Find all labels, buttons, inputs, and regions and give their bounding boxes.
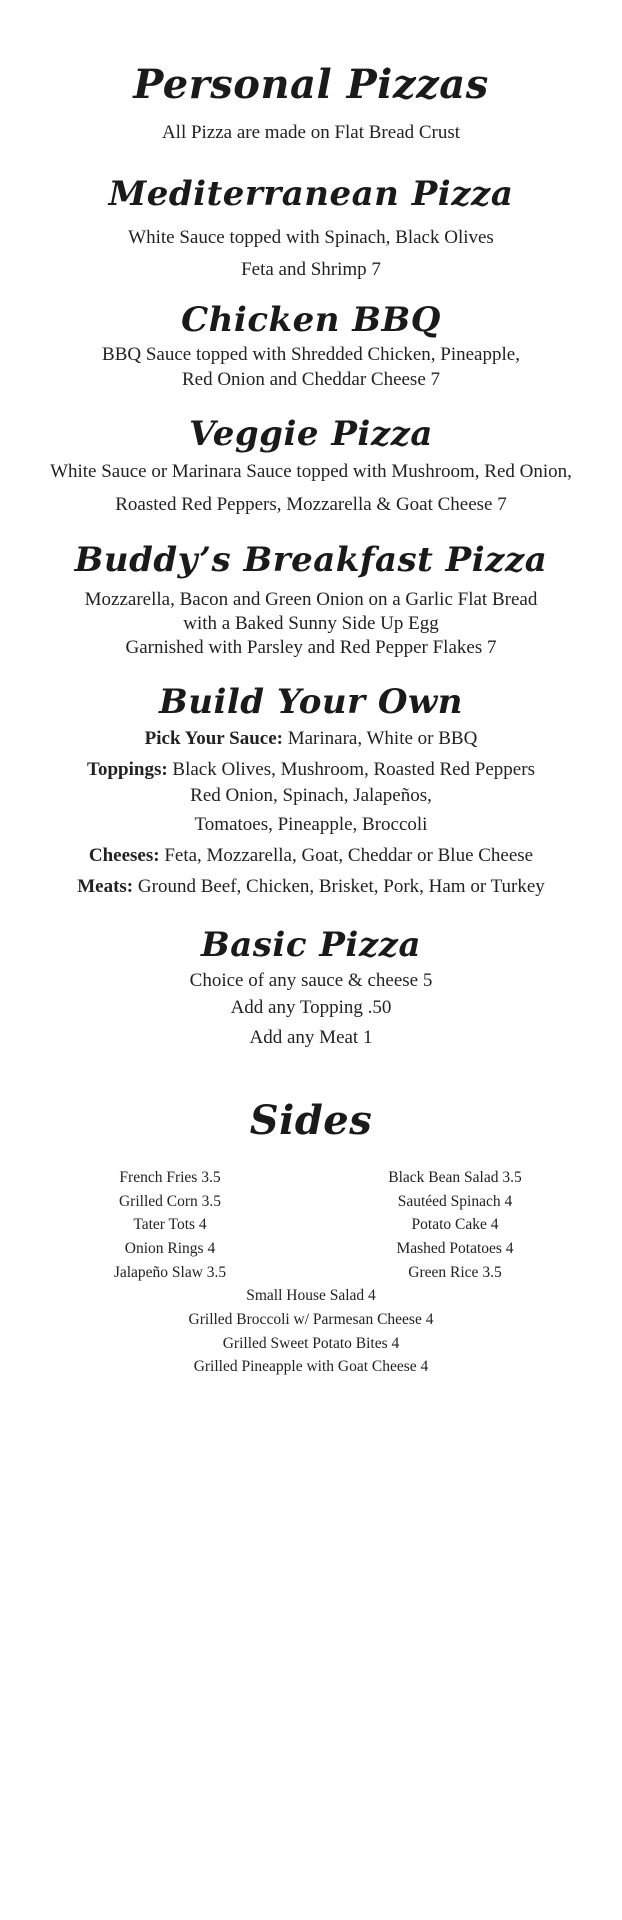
side-item: Jalapeño Slaw 3.5 [113,1264,227,1281]
basic-pizza-line: Choice of any sauce & cheese 5 [189,970,433,991]
build-toppings-line [0,759,622,781]
toppings-value: Black Olives, Mushroom, Roasted Red Peppers [167,759,535,780]
side-item: Green Rice 3.5 [408,1264,502,1281]
sauce-value: Marinara, White or BBQ [282,728,478,749]
side-item: Grilled Broccoli w/ Parmesan Cheese 4 [188,1311,434,1328]
pizza-title-mediterranean: Mediterranean Pizza [108,174,514,214]
pizza-title-veggie: Veggie Pizza [189,414,433,454]
basic-pizza-line: Add any Meat 1 [249,1027,373,1048]
pizza-title-chicken-bbq: Chicken BBQ [181,300,441,340]
side-item: Small House Salad 4 [246,1287,376,1304]
pizza-desc-line: BBQ Sauce topped with Shredded Chicken, Pineapple, [102,344,520,365]
toppings-label: Toppings: [87,759,168,780]
page-subtitle: All Pizza are made on Flat Bread Crust [161,122,461,143]
side-item: Black Bean Salad 3.5 [388,1169,522,1186]
side-item: Onion Rings 4 [124,1240,216,1257]
build-toppings-line-3: Tomatoes, Pineapple, Broccoli [194,814,428,835]
side-item: Grilled Corn 3.5 [118,1193,222,1210]
side-item: Mashed Potatoes 4 [396,1240,514,1257]
build-sauce-line [0,728,622,750]
build-meats-line [0,876,622,898]
pizza-desc-line: White Sauce or Marinara Sauce topped with Mushroom, Red Onion, [50,461,572,482]
side-item: French Fries 3.5 [119,1169,221,1186]
side-item: Grilled Sweet Potato Bites 4 [222,1335,400,1352]
pizza-desc-line: Roasted Red Peppers, Mozzarella & Goat Cheese 7 [115,494,507,515]
pizza-desc-line: Mozzarella, Bacon and Green Onion on a Garlic Flat Bread [84,589,538,610]
sauce-label: Pick Your Sauce: [144,728,283,749]
pizza-desc-line: White Sauce topped with Spinach, Black Olives [128,227,494,248]
basic-pizza-line: Add any Topping .50 [230,997,392,1018]
meats-value: Ground Beef, Chicken, Brisket, Pork, Ham or Turkey [133,876,545,897]
pizza-desc-line: Red Onion and Cheddar Cheese 7 [181,369,441,390]
side-item: Potato Cake 4 [411,1216,499,1233]
pizza-title-breakfast: Buddy’s Breakfast Pizza [74,540,548,580]
build-toppings-line-2: Red Onion, Spinach, Jalapeños, [190,785,432,806]
cheeses-label: Cheeses: [88,845,160,866]
cheeses-value: Feta, Mozzarella, Goat, Cheddar or Blue Cheese [159,845,534,866]
sides-title: Sides [249,1097,373,1144]
side-item: Tater Tots 4 [133,1216,207,1233]
pizza-desc-line: with a Baked Sunny Side Up Egg [183,613,439,634]
side-item: Sautéed Spinach 4 [397,1193,513,1210]
pizza-desc-line: Feta and Shrimp 7 [241,259,381,280]
pizza-desc-line: Garnished with Parsley and Red Pepper Flakes 7 [125,637,497,658]
build-cheeses-line [0,845,622,867]
side-item: Grilled Pineapple with Goat Cheese 4 [193,1358,429,1375]
meats-label: Meats: [77,876,134,897]
basic-pizza-title: Basic Pizza [201,925,421,965]
page-title: Personal Pizzas [133,61,489,108]
build-your-own-title: Build Your Own [159,682,463,722]
